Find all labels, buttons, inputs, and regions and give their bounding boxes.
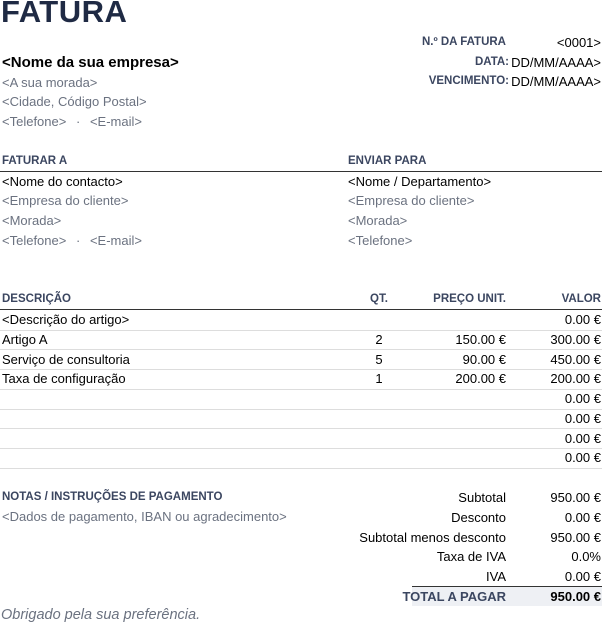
item-row-divider — [0, 389, 602, 390]
totals-value: 0.00 € — [564, 569, 601, 585]
items-header-qty: QT. — [370, 293, 388, 305]
invoice-date-label: DATA: — [474, 56, 509, 68]
invoice-due-label: VENCIMENTO: — [428, 75, 509, 87]
item-qty: 2 — [375, 331, 383, 347]
totals-label: IVA — [486, 569, 506, 585]
item-row-divider — [0, 330, 602, 331]
bill-to-phone: <Telefone> — [2, 233, 67, 248]
ship-to-phone: <Telefone> — [348, 233, 413, 248]
company-separator: · — [75, 114, 81, 129]
bill-to-company: <Empresa do cliente> — [2, 193, 129, 208]
item-description: Taxa de configuração — [2, 371, 126, 387]
item-amount: 0.00 € — [564, 312, 601, 327]
totals-label: Taxa de IVA — [436, 549, 506, 565]
invoice-number-value: <0001> — [556, 35, 601, 50]
company-name: <Nome da sua empresa> — [2, 54, 179, 71]
bill-to-heading: FATURAR A — [2, 155, 68, 167]
bill-to-separator: · — [75, 233, 81, 248]
items-header-amount: VALOR — [561, 293, 601, 305]
bill-to-email: <E-mail> — [89, 233, 142, 248]
notes-heading: NOTAS / INSTRUÇÕES DE PAGAMENTO — [2, 491, 223, 503]
item-amount: 300.00 € — [550, 331, 601, 347]
totals-label: Subtotal — [458, 490, 506, 505]
ship-to-address: <Morada> — [348, 213, 408, 228]
item-qty: 5 — [375, 351, 383, 367]
ship-to-company: <Empresa do cliente> — [348, 193, 475, 208]
item-row-divider — [0, 428, 602, 429]
item-qty: 1 — [375, 371, 383, 387]
item-row-divider — [0, 369, 602, 370]
totals-value: 0.0% — [571, 549, 601, 565]
bill-to-contact-line — [2, 233, 142, 248]
invoice-due-value: DD/MM/AAAA> — [511, 74, 601, 89]
item-description: Artigo A — [2, 331, 48, 347]
item-row-divider — [0, 349, 602, 350]
totals-label: Desconto — [451, 509, 506, 525]
bill-to-address: <Morada> — [2, 213, 62, 228]
ship-to-name: <Nome / Departamento> — [348, 174, 492, 189]
item-row-divider — [0, 468, 602, 469]
item-unit-price: 90.00 € — [462, 351, 506, 367]
item-row-divider — [0, 409, 602, 410]
totals-value: 950.00 € — [550, 490, 601, 505]
invoice-title: FATURA — [1, 0, 128, 29]
item-unit-price: 200.00 € — [455, 371, 506, 387]
grand-total-value: 950.00 € — [550, 589, 601, 604]
item-amount: 0.00 € — [564, 410, 601, 426]
bill-to-contact: <Nome do contacto> — [2, 174, 123, 189]
company-city: <Cidade, Código Postal> — [2, 94, 147, 109]
item-amount: 450.00 € — [550, 351, 601, 367]
grand-total-label: TOTAL A PAGAR — [402, 589, 506, 604]
item-description: Serviço de consultoria — [2, 351, 130, 367]
totals-value: 950.00 € — [550, 529, 601, 545]
invoice-date-value: DD/MM/AAAA> — [511, 55, 601, 70]
item-amount: 200.00 € — [550, 371, 601, 387]
address-divider — [0, 171, 602, 172]
items-header-price: PREÇO UNIT. — [433, 293, 506, 305]
company-email: <E-mail> — [89, 114, 142, 129]
item-row-divider — [0, 448, 602, 449]
item-amount: 0.00 € — [564, 430, 601, 446]
ship-to-heading: ENVIAR PARA — [348, 155, 427, 167]
company-contact-line — [2, 114, 142, 129]
company-phone: <Telefone> — [2, 114, 67, 129]
item-unit-price: 150.00 € — [455, 331, 506, 347]
footer-thanks: Obrigado pela sua preferência. — [1, 607, 201, 623]
item-amount: 0.00 € — [564, 391, 601, 406]
notes-text: <Dados de pagamento, IBAN ou agradecimento> — [2, 509, 287, 524]
invoice-number-label: N.º DA FATURA — [421, 36, 506, 48]
totals-label: Subtotal menos desconto — [359, 529, 506, 545]
items-header-divider — [0, 309, 602, 310]
item-amount: 0.00 € — [564, 450, 601, 466]
item-description: <Descrição do artigo> — [2, 312, 130, 327]
company-address: <A sua morada> — [2, 75, 98, 90]
items-header-description: DESCRIÇÃO — [2, 293, 72, 305]
totals-value: 0.00 € — [564, 509, 601, 525]
